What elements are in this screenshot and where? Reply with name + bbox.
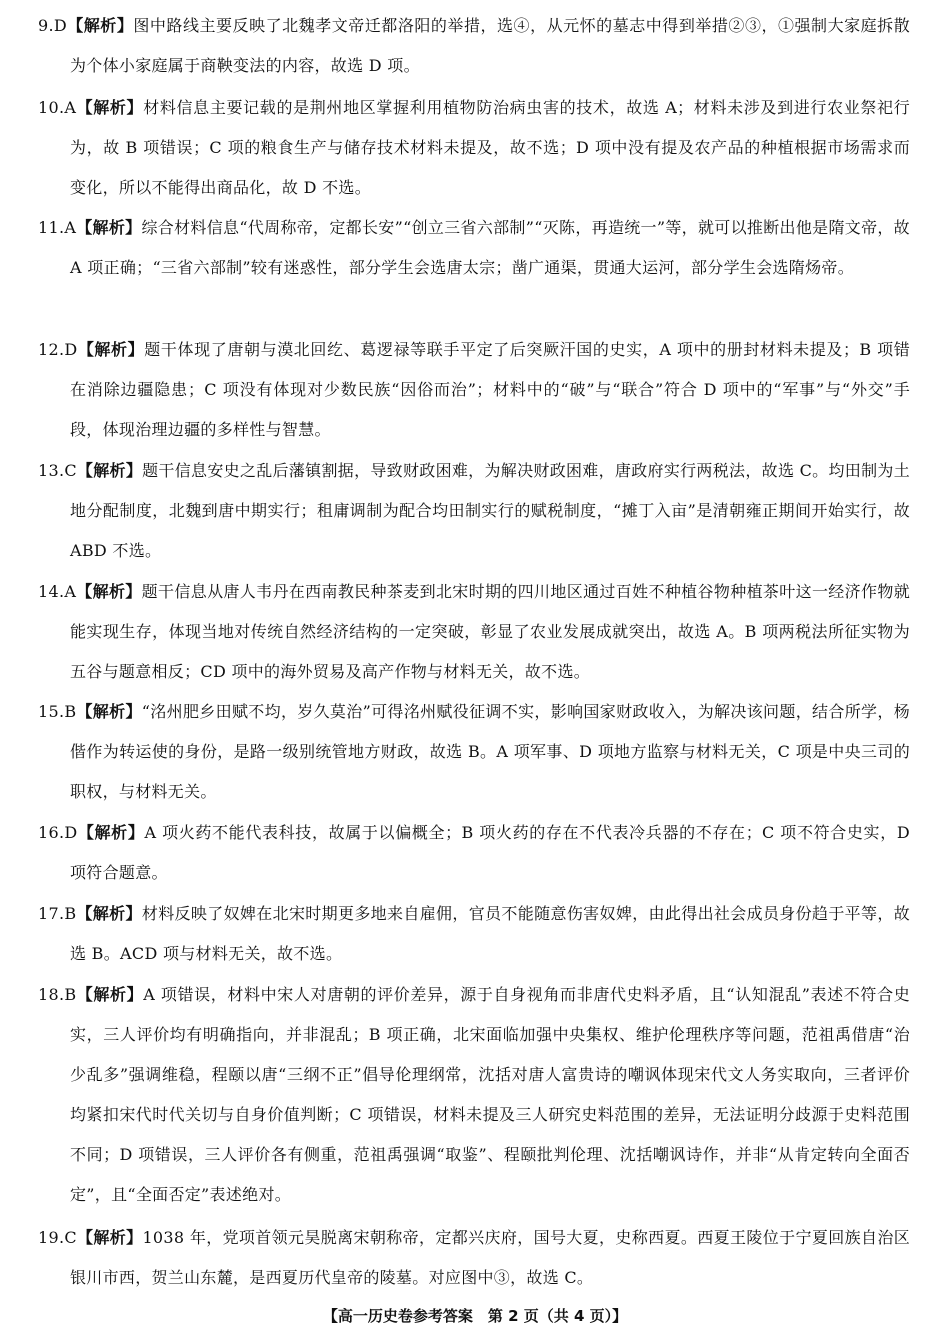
page-footer: 【高一历史卷参考答案 第 2 页（共 4 页）】 [322, 1307, 628, 1325]
analysis-label: 【解析】 [76, 1228, 143, 1247]
analysis-label: 【解析】 [76, 461, 143, 480]
answer-letter: B [64, 904, 77, 923]
answer-item-14 [38, 572, 910, 692]
question-number: 14. [38, 582, 65, 601]
answer-letter: A [64, 98, 77, 117]
analysis-label: 【解析】 [67, 16, 134, 35]
question-number: 10. [38, 98, 65, 117]
analysis-label: 【解析】 [76, 218, 142, 237]
analysis-label: 【解析】 [76, 702, 142, 721]
analysis-text: 材料反映了奴婢在北宋时期更多地来自雇佣，官员不能随意伤害奴婢，由此得出社会成员身份趋于平等，故选 B。ACD 项与材料无关，故不选。 [70, 904, 911, 963]
answer-letter: D [64, 823, 78, 842]
answer-letter: B [64, 702, 77, 721]
question-number: 9. [38, 16, 54, 35]
answer-item-17 [38, 894, 910, 974]
question-number: 15. [38, 702, 65, 721]
answer-letter: B [64, 985, 77, 1004]
question-number: 12. [38, 340, 65, 359]
analysis-text: A 项火药不能代表科技，故属于以偏概全；B 项火药的存在不代表冷兵器的不存在；C 项不符合史实，D 项符合题意。 [70, 823, 910, 882]
answer-item-11 [38, 208, 910, 288]
analysis-text: 综合材料信息“代周称帝，定都长安”“创立三省六部制”“灭陈，再造统一”等，就可以推断出他是隋文帝，故 A 项正确；“三省六部制”较有迷惑性，部分学生会选唐太宗；凿广通渠，贯通大运河，部分学生会选隋炀帝。 [70, 218, 910, 277]
analysis-text: 题干体现了唐朝与漠北回纥、葛逻禄等联手平定了后突厥汗国的史实，A 项中的册封材料未提及；B 项错在消除边疆隐患；C 项没有体现对少数民族“因俗而治”；材料中的“破”与“联合”符合 D 项中的“军事”与“外交”手段，体现治理边疆的多样性与智慧。 [70, 340, 911, 439]
question-number: 16. [38, 823, 65, 842]
analysis-text: 题干信息从唐人韦丹在西南教民种茶麦到北宋时期的四川地区通过百姓不种植谷物种植茶叶这一经济作物就能实现生存，体现当地对传统自然经济结构的一定突破，彰显了农业发展成就突出，故选 A。B 项两税法所征实物为五谷与题意相反；CD 项中的海外贸易及高产作物与材料无关，故不选。 [70, 582, 910, 681]
answer-letter: A [64, 582, 77, 601]
answer-item-19 [38, 1218, 910, 1298]
answer-item-12 [38, 330, 910, 450]
answer-letter: A [64, 218, 77, 237]
answer-item-18 [38, 975, 910, 1215]
answer-item-13 [38, 451, 910, 571]
analysis-label: 【解析】 [76, 582, 142, 601]
answer-item-10 [38, 88, 910, 208]
analysis-text: 1038 年，党项首领元昊脱离宋朝称帝，定都兴庆府，国号大夏，史称西夏。西夏王陵位于宁夏回族自治区银川市西，贺兰山东麓，是西夏历代皇帝的陵墓。对应图中③，故选 C。 [70, 1228, 910, 1287]
analysis-label: 【解析】 [76, 985, 144, 1004]
question-number: 13. [38, 461, 65, 480]
analysis-text: 图中路线主要反映了北魏孝文帝迁都洛阳的举措，选④，从元怀的墓志中得到举措②③，①强制大家庭拆散为个体小家庭属于商鞅变法的内容，故选 D 项。 [70, 16, 911, 75]
question-number: 19. [38, 1228, 65, 1247]
analysis-label: 【解析】 [76, 904, 142, 923]
answer-item-16 [38, 813, 910, 893]
analysis-label: 【解析】 [77, 823, 145, 842]
analysis-text: A 项错误，材料中宋人对唐朝的评价差异，源于自身视角而非唐代史料矛盾，且“认知混乱”表述不符合史实，三人评价均有明确指向，并非混乱；B 项正确，北宋面临加强中央集权、维护伦理秩序等问题，范祖禹借唐“治少乱多”强调维稳，程颐以唐“三纲不正”倡导伦理纲常，沈括对唐人富贵诗的嘲讽体现宋代文人务实取向，三者评价均紧扣宋代时代关切与自身价值判断；C 项错误，材料未提及三人研究史料范围的差异，无法证明分歧源于史料范围不同；D 项错误，三人评价各有侧重，范祖禹强调“取鉴”、程颐批判伦理、沈括嘲讽诗作，并非“从肯定转向全面否定”，且“全面否定”表述绝对。 [70, 985, 911, 1204]
question-number: 18. [38, 985, 65, 1004]
answer-letter: D [64, 340, 78, 359]
answer-item-15 [38, 692, 910, 812]
analysis-text: “洺州肥乡田赋不均，岁久莫治”可得洺州赋役征调不实，影响国家财政收入，为解决该问题，结合所学，杨偕作为转运使的身份，是路一级别统管地方财政，故选 B。A 项军事、D 项地方监察与材料无关，C 项是中央三司的职权，与材料无关。 [70, 702, 910, 801]
answer-letter: C [64, 1228, 77, 1247]
answer-letter: D [53, 16, 68, 35]
analysis-label: 【解析】 [76, 98, 144, 117]
answer-item-9 [38, 6, 910, 86]
answer-letter: C [64, 461, 77, 480]
question-number: 11. [38, 218, 65, 237]
analysis-text: 材料信息主要记载的是荆州地区掌握利用植物防治病虫害的技术，故选 A；材料未涉及到进行农业祭祀行为，故 B 项错误；C 项的粮食生产与储存技术材料未提及，故不选；D 项中没有提及农产品的种植根据市场需求而变化，所以不能得出商品化，故 D 不选。 [70, 98, 910, 197]
question-number: 17. [38, 904, 65, 923]
analysis-label: 【解析】 [77, 340, 145, 359]
analysis-text: 题干信息安史之乱后藩镇割据，导致财政困难，为解决财政困难，唐政府实行两税法，故选 C。均田制为土地分配制度，北魏到唐中期实行；租庸调制为配合均田制实行的赋税制度，“摊丁入亩”是清朝雍正期间开始实行，故 ABD 不选。 [70, 461, 910, 560]
